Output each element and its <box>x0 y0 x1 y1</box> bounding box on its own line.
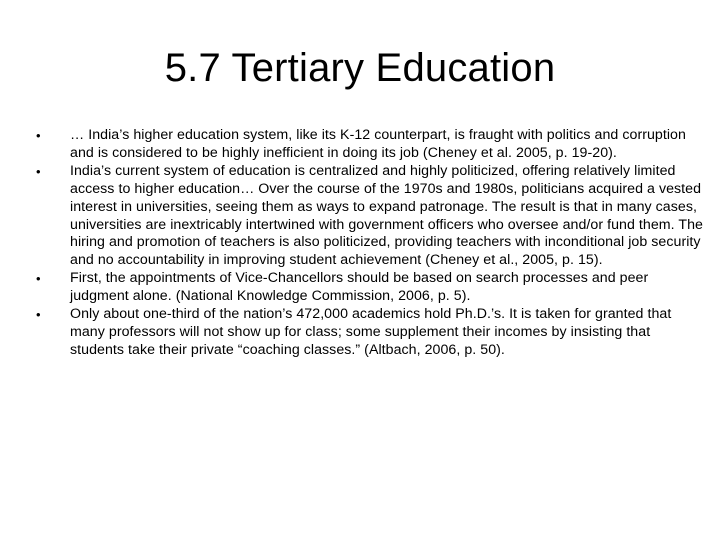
bullet-item-1 <box>36 127 708 163</box>
slide-title: 5.7 Tertiary Education <box>164 46 556 90</box>
bullet-text: First, the appointments of Vice-Chancellors should be based on search processes and peer judgment alone. (National Knowledge Commission, 2006, p. 5). <box>70 270 649 305</box>
bullet-text: India’s current system of education is centralized and highly politicized, offering relatively limited access to higher education… Over the course of the 1970s and 1980s, politicians acquired a vested interest in universities, seeing them as ways to expand patronage. The result is that in many cases, universities are inextricably intertwined with government officers who oversee and/or fund them. The hiring and promotion of teachers is also politicized, providing teachers with inconditional job security and no accountability in improving student achievement (Cheney et al., 2005, p. 15). <box>70 162 703 269</box>
bullet-text: … India’s higher education system, like its K-12 counterpart, is fraught with politics and corruption and is considered to be highly inefficient in doing its job (Cheney et al. 2005, p. 19-20). <box>70 127 686 161</box>
bullet-icon: • <box>36 307 41 323</box>
bullet-icon: • <box>36 128 41 143</box>
bullet-item-2 <box>36 163 708 270</box>
bullet-icon: • <box>36 163 41 179</box>
bullet-item-4 <box>36 306 708 360</box>
bullet-icon: • <box>36 271 41 287</box>
bullet-list <box>36 127 708 360</box>
bullet-item-3 <box>36 270 708 306</box>
bullet-text: Only about one-third of the nation’s 472,000 academics hold Ph.D.’s. It is taken for granted that many professors will not show up for class; some supplement their incomes by insisting that students take their private “coaching classes.” (Altbach, 2006, p. 50). <box>70 306 672 358</box>
